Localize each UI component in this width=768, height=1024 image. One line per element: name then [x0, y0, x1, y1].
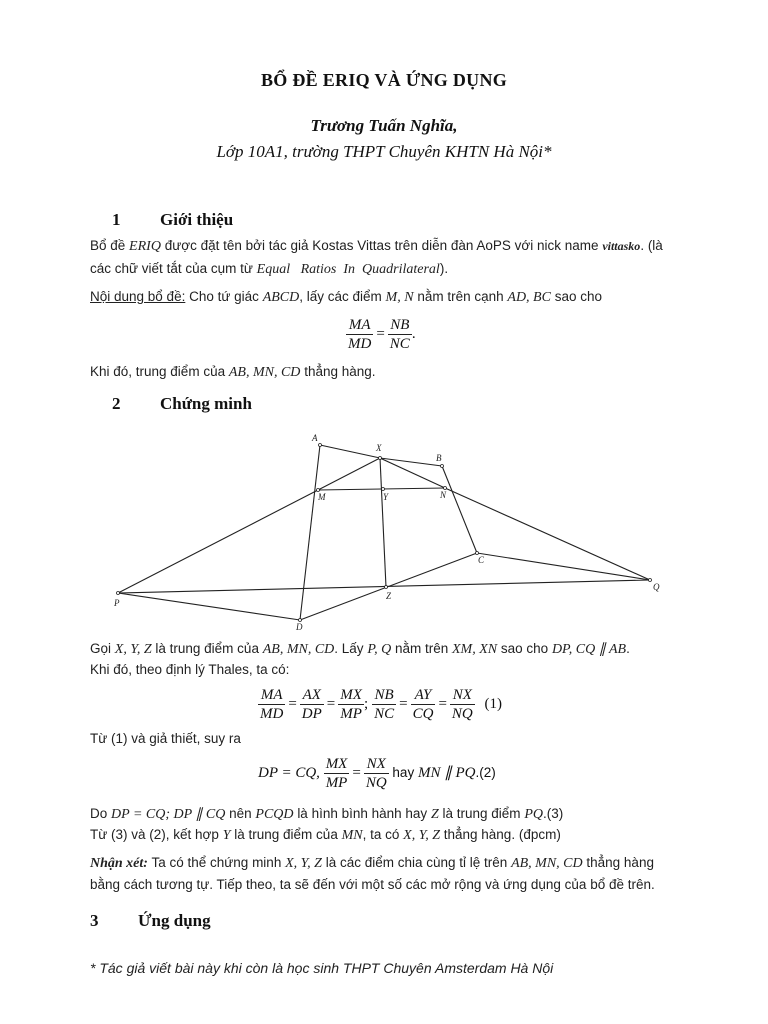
math-eriq-expansion: Equal Ratios In Quadrilateral	[256, 262, 440, 277]
fraction: $\frac{MX}{MP}$	[340, 687, 362, 722]
point-z	[385, 586, 388, 589]
geometry-figure	[0, 420, 768, 635]
label-p: P	[114, 598, 120, 608]
segment-cq	[477, 553, 650, 580]
label-b: B	[436, 453, 442, 463]
remark-line-2: bằng cách tương tự. Tiếp theo, ta sẽ đến với một số các mở rộng và ứng dụng của bổ đề trên.	[90, 877, 655, 892]
footnote: * Tác giả viết bài này khi còn là học sinh THPT Chuyên Amsterdam Hà Nội	[90, 960, 554, 976]
section-number: 3	[90, 911, 99, 930]
text: .	[626, 641, 630, 656]
text: hay	[392, 764, 415, 780]
fraction: $\frac{AX}{DP}$	[301, 687, 322, 722]
segment-nq	[445, 488, 650, 580]
text: .(3)	[542, 806, 564, 821]
lemma-label: Nội dung bổ đề:	[90, 289, 186, 304]
math: DP = CQ,	[258, 764, 320, 781]
text: Cho tứ giác	[189, 289, 259, 304]
page-title: BỔ ĐỀ ERIQ VÀ ỨNG DỤNG	[260, 70, 508, 90]
section-number: 2	[112, 394, 121, 413]
intro-line-2	[90, 261, 448, 278]
math: P, Q	[367, 642, 392, 657]
author-affiliation: Lớp 10A1, trường THPT Chuyên KHTN Hà Nội*	[216, 142, 552, 161]
math: PCQD	[255, 807, 294, 822]
math: XM, XN	[452, 642, 498, 657]
label-y: Y	[383, 492, 389, 502]
text: sao cho	[500, 641, 549, 656]
equation-tag: (1)	[484, 695, 502, 712]
text: nên	[229, 806, 252, 821]
text: sao cho	[554, 289, 603, 304]
equation-1: $\frac{MA}{MD}$ = $\frac{AX}{DP}$ = $\frac{MX}{MP}$ ; $\frac{NB}{NC}$ = $\frac{AY}{CQ}$ = $\frac{NX}{NQ}$ (1)	[260, 687, 502, 722]
math: X, Y, Z	[403, 828, 440, 843]
label-x: X	[376, 443, 382, 453]
fraction: $\frac{NB}{NC}$	[374, 687, 395, 722]
segment-xz	[380, 458, 386, 587]
label-z: Z	[386, 591, 392, 601]
text: được đặt tên bởi tác giả Kostas Vittas trên diễn đàn AoPS với nick name	[164, 238, 599, 253]
segment-mp	[118, 490, 318, 593]
point-a	[319, 444, 322, 447]
math: X, Y, Z	[114, 642, 152, 657]
math: PQ	[524, 807, 543, 822]
text: thẳng hàng.	[304, 364, 376, 379]
nickname: vittasko	[602, 239, 641, 253]
text: các chữ viết tắt của cụm từ	[90, 261, 253, 276]
text: Ta có thể chứng minh	[151, 855, 282, 870]
section-title: Chứng minh	[160, 394, 252, 413]
text: . (là	[640, 238, 663, 253]
remark-line-1	[90, 855, 654, 872]
point-p	[117, 592, 120, 595]
segment-ad	[300, 445, 320, 620]
text: . Lấy	[334, 641, 364, 656]
text: Do	[90, 806, 108, 821]
fraction: $\frac{NX}{NQ}$	[365, 756, 387, 791]
segment-xm	[318, 458, 380, 490]
label-c: C	[478, 555, 485, 565]
point-y	[382, 488, 385, 491]
text: nằm trên cạnh	[417, 289, 504, 304]
point-b	[441, 465, 444, 468]
remark-label: Nhận xét:	[90, 856, 148, 871]
text: , lấy các điểm	[299, 289, 382, 304]
proof-line-2: Khi đó, theo định lý Thales, ta có:	[90, 662, 290, 677]
text: thẳng hàng. (đpcm)	[443, 827, 561, 842]
math: AB, MN, CD	[262, 642, 335, 657]
fraction: $\frac{MX}{MP}$	[325, 756, 348, 791]
math: X, Y, Z	[285, 856, 322, 871]
segment-bc	[442, 466, 477, 553]
text: Gọi	[90, 641, 112, 656]
label-a: A	[312, 433, 318, 443]
text: thẳng hàng	[586, 855, 654, 870]
text: là trung điểm của	[155, 641, 259, 656]
math: M, N	[385, 290, 414, 305]
text: là trung điểm	[442, 806, 521, 821]
text: nằm trên	[394, 641, 449, 656]
proof-line-5	[90, 827, 561, 844]
fraction: $\frac{MA}{MD}$	[348, 317, 372, 352]
text: Khi đó, trung điểm của	[90, 364, 226, 379]
math: AB, MN, CD	[511, 856, 583, 871]
author-name: Trương Tuấn Nghĩa,	[310, 116, 458, 135]
point-q	[649, 579, 652, 582]
text: là các điểm chia cùng tỉ lệ trên	[325, 855, 508, 870]
math: Y	[222, 828, 231, 843]
proof-line-1	[90, 641, 630, 658]
proof-line-4	[90, 806, 563, 823]
label-n: N	[440, 490, 447, 500]
intro-line-1	[90, 238, 663, 255]
text: Bổ đề	[90, 238, 126, 253]
math: MN	[341, 828, 363, 843]
label-q: Q	[653, 582, 660, 592]
math: DP = CQ; DP ∥ CQ	[111, 807, 226, 822]
section-title: Giới thiệu	[160, 210, 234, 229]
equation-2: DP = CQ, $\frac{MX}{MP}$ = $\frac{NX}{NQ}$ hay MN ∥ PQ.(2)	[258, 756, 496, 791]
segment-ax	[320, 445, 380, 458]
math: DP, CQ ∥ AB	[551, 642, 627, 657]
math: AB, MN, CD	[228, 365, 301, 380]
fraction: $\frac{NX}{NQ}$	[451, 687, 473, 722]
lemma-statement	[90, 289, 602, 306]
fraction: $\frac{AY}{CQ}$	[412, 687, 434, 722]
text: là hình bình hành hay	[297, 806, 428, 821]
math: AD, BC	[507, 290, 551, 305]
text: ).	[439, 261, 449, 276]
math: Z	[430, 807, 439, 822]
segment-pq	[118, 580, 650, 593]
text: , ta có	[362, 827, 400, 842]
text: là trung điểm của	[234, 827, 338, 842]
math: ABCD	[262, 290, 300, 305]
math: MN ∥ PQ	[417, 764, 476, 781]
label-d: D	[296, 622, 303, 632]
lemma-conclusion	[90, 364, 376, 381]
proof-line-3: Từ (1) và giả thiết, suy ra	[90, 731, 241, 746]
label-m: M	[318, 492, 326, 502]
equation-tag: .(2)	[475, 764, 496, 780]
fraction: $\frac{MA}{MD}$	[260, 687, 284, 722]
fraction: $\frac{NB}{NC}$	[389, 317, 410, 352]
section-number: 1	[112, 210, 121, 229]
equation-ratio: $\frac{MA}{MD}$ = $\frac{NB}{NC}$ .	[348, 317, 416, 352]
point-x	[379, 457, 382, 460]
segment-pd	[118, 593, 300, 620]
math-eriq: ERIQ	[129, 239, 161, 254]
section-title: Ứng dụng	[138, 911, 211, 930]
text: Từ (3) và (2), kết hợp	[90, 827, 219, 842]
